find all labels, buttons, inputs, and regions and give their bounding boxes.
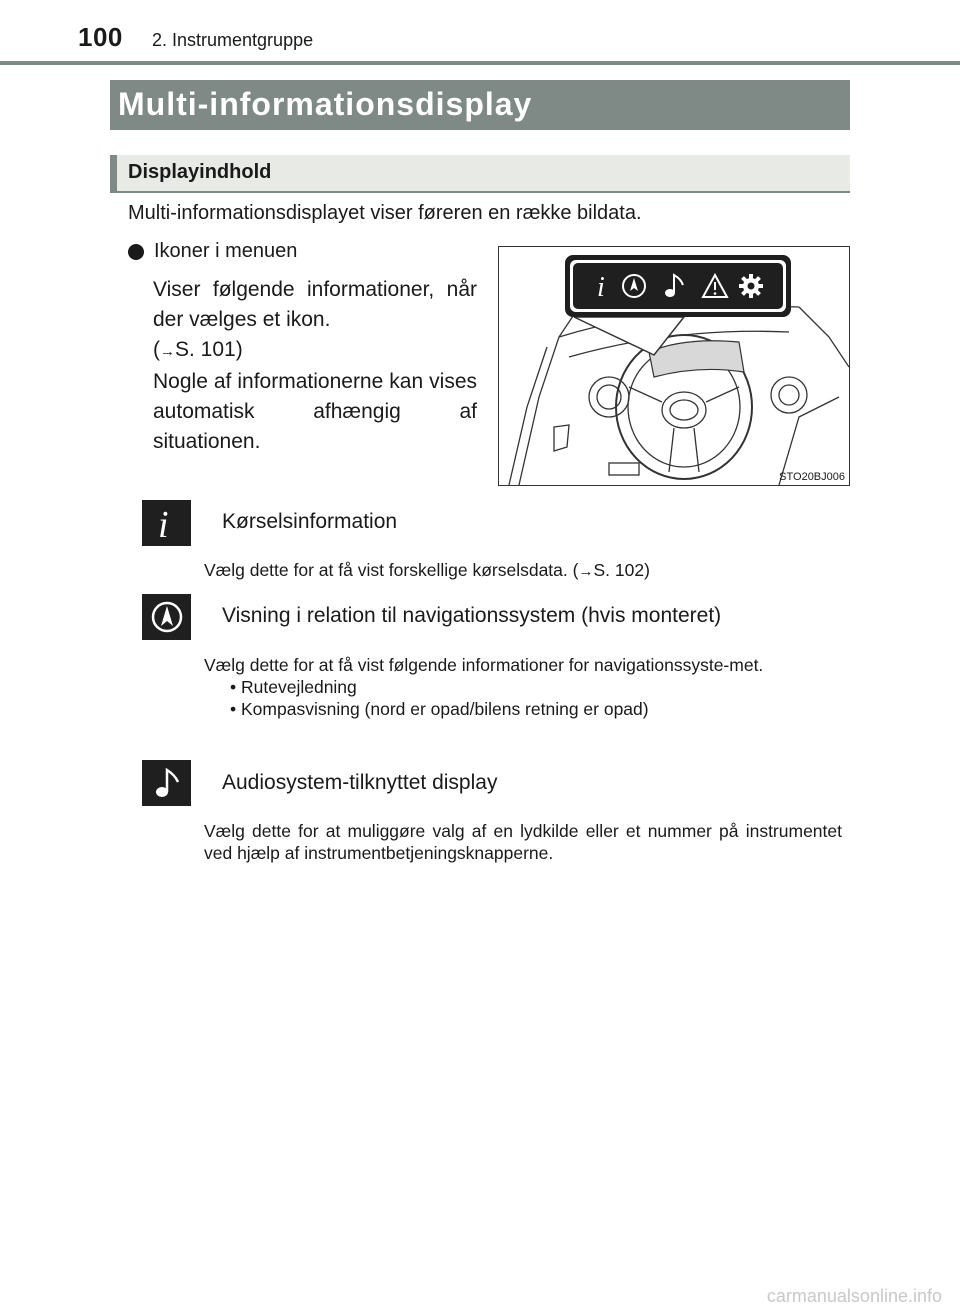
bullet-dot-icon [128,244,144,260]
arrow-icon: → [160,343,175,360]
list-item: • Rutevejledning [230,676,842,698]
page-ref-link[interactable]: S. 101 [175,338,236,361]
gear-icon [739,274,763,298]
svg-text:i: i [157,504,169,543]
subsection-accent [110,155,117,191]
bullet-heading: Ikoner i menuen [154,240,298,262]
item-desc-navigation [204,654,842,720]
compass-icon [142,594,191,640]
item-desc-driving-info [204,559,844,583]
item-desc-audio: Vælg dette for at muliggøre valg af en lydkilde eller et nummer på instrumentet ved hjælp af instrumentbetjeningsknapperne. [204,821,842,863]
item-label-driving-info: Kørselsinformation [222,510,398,533]
navigation-list [204,676,842,720]
list-item: • Kompasvisning (nord er opad/bilens retning er opad) [230,698,842,720]
subsection-bar [110,155,850,193]
section-title: Multi-informationsdisplay [118,86,533,122]
dashboard-illustration [498,246,850,486]
page-number: 100 [78,22,123,52]
arrow-icon: → [578,563,594,580]
watermark: carmanualsonline.info [766,1286,942,1306]
section-title-bar [110,80,850,130]
item-desc-text: Vælg dette for at få vist forskellige kørselsdata. ( [204,560,579,580]
steering-wheel-drawing [499,247,849,485]
item-label-audio: Audiosystem-tilknyttet display [222,771,498,794]
illustration-code: STO20BJ006 [779,471,845,483]
bullet-line1: Viser følgende informationer, når der vælges et ikon. [153,278,477,331]
page-ref-link[interactable]: S. 102) [593,560,650,580]
info-icon: i [597,272,605,303]
bullet-body [153,275,477,457]
item-desc-text: Vælg dette for at få vist følgende informationer for navigationssyste-met. [204,655,764,675]
intro-text: Multi-informationsdisplayet viser føreren en række bildata. [128,202,642,224]
subsection-title: Displayindhold [128,161,272,183]
music-note-icon [142,760,191,806]
bullet-heading-row [128,240,297,263]
info-icon [142,500,191,546]
item-label-navigation: Visning i relation til navigationssystem (hvis monteret) [222,604,722,627]
header-divider [0,61,960,65]
bullet-line2: Nogle af informationerne kan vises automatisk afhængig af situationen. [153,370,477,453]
chapter-title: 2. Instrumentgruppe [152,30,314,50]
bullet-reference: (→S. 101) [153,338,243,361]
